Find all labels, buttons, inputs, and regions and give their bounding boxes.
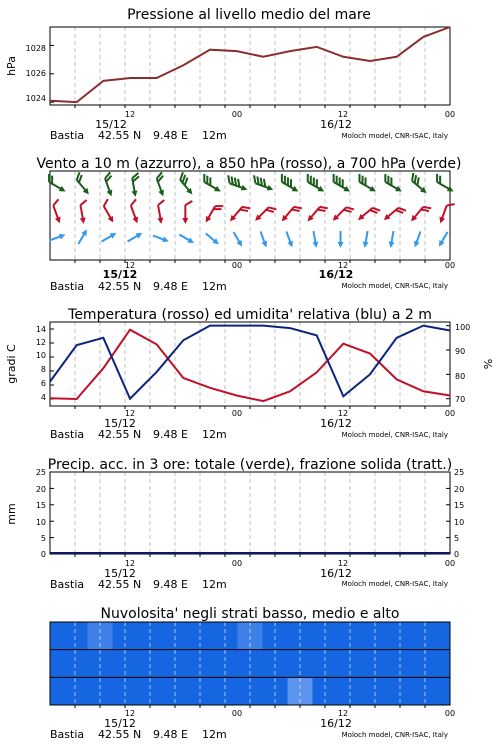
cloud-cell (338, 650, 351, 678)
precipitation-time-axis (104, 559, 455, 580)
cloud-cell (138, 650, 151, 678)
cloud-cell (150, 622, 163, 650)
barb-arrowhead (388, 241, 395, 248)
wind-series (44, 172, 457, 248)
cloud-cell (75, 622, 88, 650)
barb-arrowhead (369, 186, 377, 194)
station-lat: 42.55 N (98, 578, 142, 591)
humidity-ytick-label: 90 (455, 347, 466, 356)
barb-arrowhead (132, 217, 140, 225)
wind-barb-850-hpa (99, 199, 119, 224)
time-tick-label: 00 (231, 261, 243, 270)
pressure-ylabel: hPa (5, 56, 18, 76)
cloud-cell (438, 650, 451, 678)
wind-barb-10-m (284, 230, 295, 248)
pressure-title: Pressione al livello medio del mare (127, 7, 371, 23)
temperature-title: Temperatura (rosso) ed umidita' relativa (blu) a 2 m (68, 307, 432, 323)
cloud-cell (75, 650, 88, 678)
cloud-cell (150, 677, 163, 705)
precipitation-yticks-right (454, 468, 464, 559)
wind-barb-850-hpa (305, 202, 327, 226)
cloud-cell (63, 622, 76, 650)
barb-feather (129, 199, 137, 205)
wind-grid (75, 171, 425, 263)
cloud-cell (425, 677, 438, 705)
cloud-cell (250, 650, 263, 678)
model-credit: Moloch model, CNR-ISAC, Italy (341, 580, 448, 588)
cloud-cell (125, 650, 138, 678)
cloud-cell (288, 650, 301, 678)
temperature-ylabel: gradi C (5, 344, 18, 384)
wind-barb-700-hpa (101, 172, 118, 197)
wind-barb-850-hpa (437, 201, 454, 226)
precip-ytick-label: 5 (40, 534, 46, 543)
cloud-cell (388, 622, 401, 650)
temp-ytick-label: 4 (40, 393, 46, 402)
time-tick-label: 12 (124, 261, 136, 270)
station-info (50, 428, 448, 441)
wind-barb-850-hpa (409, 202, 431, 226)
time-tick-label: 00 (231, 559, 243, 568)
precipitation-series (50, 472, 450, 554)
precipitation-title: Precip. acc. in 3 ore: totale (verde), frazione solida (tratt.) (47, 457, 453, 473)
wind-barb-850-hpa (127, 199, 144, 224)
model-credit: Moloch model, CNR-ISAC, Italy (341, 282, 448, 290)
station-lat: 42.55 N (98, 728, 142, 741)
cloud-cell (425, 650, 438, 678)
precip-ytick-label: 10 (35, 518, 46, 527)
cloud-cell (438, 677, 451, 705)
cloud-cell (225, 677, 238, 705)
temp-ytick-label: 14 (35, 325, 46, 334)
wind-barb-10-m (412, 230, 423, 248)
date-label: 15/12 (104, 717, 136, 730)
station-elev: 12m (202, 428, 227, 441)
barb-arrowhead (187, 237, 195, 245)
cloud-cell (163, 650, 176, 678)
cloud-cell (300, 650, 313, 678)
barb-arrowhead (107, 190, 115, 198)
date-label: 15/12 (102, 268, 138, 281)
cloud-cell (163, 677, 176, 705)
time-tick-label: 00 (231, 110, 243, 119)
time-tick-label: 00 (231, 709, 243, 718)
humidity-yticks (455, 323, 470, 404)
wind-barb-10-m (436, 230, 450, 248)
temperature-panel (5, 307, 495, 441)
cloud-cell (188, 677, 201, 705)
cloud-cell (188, 650, 201, 678)
wind-barb-10-m (48, 232, 66, 243)
date-label: 16/12 (320, 118, 352, 131)
wind-barb-850-hpa (49, 199, 66, 224)
wind-barb-10-m (310, 231, 319, 249)
station-info (50, 280, 448, 293)
wind-barb-700-hpa (225, 175, 250, 192)
time-tick-label: 00 (444, 709, 456, 718)
wind-time-axis (103, 261, 455, 281)
barb-arrowhead (362, 241, 369, 248)
time-tick-label: 12 (124, 409, 136, 418)
barb-arrowhead (157, 217, 164, 224)
pressure-ytick-label: 1026 (25, 69, 46, 78)
precip-ytick-label: 5 (454, 534, 460, 543)
barb-feather (80, 200, 88, 205)
cloud-cell (413, 622, 426, 650)
wind-barb-10-m (362, 231, 371, 249)
wind-barb-700-hpa (175, 172, 197, 196)
cloud-cell (413, 650, 426, 678)
barb-arrowhead (203, 216, 211, 224)
cloud-cell (375, 622, 388, 650)
wind-barb-700-hpa (303, 174, 328, 194)
cloud-cell (275, 677, 288, 705)
barb-arrowhead (108, 216, 116, 224)
cloud-panel (50, 606, 455, 741)
cloud-cell (413, 677, 426, 705)
cloud-cell (188, 622, 201, 650)
station-name: Bastia (50, 129, 85, 142)
wind-barb-10-m (258, 230, 269, 248)
cloud-cell (363, 650, 376, 678)
cloud-cell (213, 650, 226, 678)
time-tick-label: 00 (444, 409, 456, 418)
temp-ytick-label: 10 (35, 351, 46, 360)
temp-ytick-label: 12 (35, 338, 46, 347)
date-label: 16/12 (320, 717, 352, 730)
precip-ytick-label: 0 (454, 550, 460, 559)
cloud-cell (400, 622, 413, 650)
barb-arrowhead (267, 185, 275, 193)
cloud-cell (438, 622, 451, 650)
wind-barb-10-m (178, 232, 196, 246)
time-tick-label: 12 (337, 559, 349, 568)
station-elev: 12m (202, 728, 227, 741)
station-lon: 9.48 E (153, 728, 188, 741)
station-name: Bastia (50, 428, 85, 441)
cloud-cell (263, 622, 276, 650)
cloud-cell (263, 650, 276, 678)
cloud-cell (400, 650, 413, 678)
barb-arrowhead (395, 186, 403, 194)
cloud-cell (325, 622, 338, 650)
cloud-cell (375, 677, 388, 705)
time-tick-label: 12 (337, 709, 349, 718)
precip-ytick-label: 0 (40, 550, 46, 559)
wind-barb-10-m (100, 230, 118, 244)
barb-feather (157, 200, 165, 205)
barb-arrowhead (182, 218, 188, 224)
precipitation-ylabel: mm (5, 503, 18, 525)
wind-barb-10-m (338, 231, 344, 248)
barb-arrowhead (338, 242, 344, 248)
wind-barb-10-m (388, 231, 397, 249)
station-lat: 42.55 N (98, 428, 142, 441)
cloud-cell (200, 650, 213, 678)
cloud-cell (75, 677, 88, 705)
cloud-cell (275, 650, 288, 678)
time-tick-label: 00 (444, 261, 456, 270)
cloud-cell (100, 677, 113, 705)
wind-barb-850-hpa (182, 201, 192, 224)
precip-ytick-label: 25 (454, 468, 465, 477)
temp-ytick-label: 6 (40, 379, 46, 388)
temp-ytick-label: 8 (40, 365, 46, 374)
precipitation-yticks-left (36, 468, 46, 559)
cloud-cell (313, 650, 326, 678)
pressure-grid (75, 27, 425, 108)
cloud-cell (50, 622, 63, 650)
cloud-cell (400, 677, 413, 705)
cloud-cell (125, 622, 138, 650)
wind-barb-700-hpa (199, 174, 224, 194)
barb-arrowhead (436, 240, 444, 248)
temperature-yticks (36, 325, 46, 402)
wind-barb-700-hpa (380, 174, 405, 194)
barb-arrowhead (55, 217, 63, 225)
cloud-cell (163, 622, 176, 650)
cloud-cell (300, 622, 313, 650)
wind-barb-700-hpa (44, 174, 69, 194)
cloud-cell (375, 650, 388, 678)
model-credit: Moloch model, CNR-ISAC, Italy (341, 431, 448, 439)
date-label: 16/12 (320, 567, 352, 580)
time-tick-label: 00 (444, 110, 456, 119)
precipitation-plot-frame (50, 472, 450, 554)
station-elev: 12m (202, 578, 227, 591)
time-tick-label: 12 (124, 559, 136, 568)
station-lat: 42.55 N (98, 129, 142, 142)
cloud-cell (175, 622, 188, 650)
time-tick-label: 12 (124, 110, 136, 119)
humidity-ytick-label: 70 (455, 395, 466, 404)
cloud-cell (63, 650, 76, 678)
station-elev: 12m (202, 280, 227, 293)
cloud-cell (88, 650, 101, 678)
precipitation-grid (75, 472, 425, 557)
time-tick-label: 12 (337, 110, 349, 119)
cloud-cell (350, 650, 363, 678)
barb-arrowhead (241, 185, 249, 193)
station-lon: 9.48 E (153, 129, 188, 142)
wind-barb-700-hpa (251, 175, 276, 192)
date-label: 16/12 (318, 268, 354, 281)
cloud-cell (350, 622, 363, 650)
wind-barb-700-hpa (329, 174, 354, 194)
wind-panel (36, 156, 461, 293)
cloud-cell (425, 622, 438, 650)
cloud-cell (50, 650, 63, 678)
barb-arrowhead (214, 186, 222, 194)
wind-barb-700-hpa (407, 173, 431, 195)
cloud-cell (138, 622, 151, 650)
date-label: 16/12 (320, 417, 352, 430)
wind-barb-850-hpa (382, 203, 406, 225)
cloud-cell (238, 677, 251, 705)
precip-ytick-label: 20 (35, 485, 46, 494)
humidity-ytick-label: 80 (455, 372, 466, 381)
cloud-cell (63, 677, 76, 705)
wind-barb-850-hpa (228, 202, 250, 226)
pressure-time-axis (95, 110, 455, 131)
barb-arrowhead (437, 217, 445, 225)
cloud-cell (113, 650, 126, 678)
station-info (50, 129, 448, 142)
wind-barb-700-hpa (277, 174, 302, 194)
barb-arrowhead (132, 190, 139, 197)
cloud-cell (175, 677, 188, 705)
cloud-cell (125, 677, 138, 705)
cloud-cell (325, 650, 338, 678)
cloud-cell (113, 622, 126, 650)
cloud-cell (275, 622, 288, 650)
barb-arrowhead (236, 240, 244, 248)
cloud-cell (388, 650, 401, 678)
cloud-cell (88, 677, 101, 705)
cloud-cell (238, 650, 251, 678)
precipitation-panel (5, 457, 464, 591)
humidity-ylabel: % (482, 358, 495, 370)
station-name: Bastia (50, 728, 85, 741)
wind-barb-850-hpa (77, 200, 91, 224)
time-tick-label: 12 (124, 709, 136, 718)
barb-arrowhead (162, 237, 170, 245)
wind-barb-10-m (231, 230, 245, 248)
barb-arrowhead (287, 241, 295, 249)
cloud-cell (113, 677, 126, 705)
cloud-cell (50, 677, 63, 705)
cloud-cell (313, 622, 326, 650)
wind-barb-700-hpa (153, 172, 170, 197)
barb-arrowhead (447, 186, 455, 194)
barb-arrowhead (158, 190, 166, 198)
cloud-cell (288, 622, 301, 650)
cloud-cell (325, 677, 338, 705)
wind-barb-10-m (126, 230, 144, 244)
cloud-cell (175, 650, 188, 678)
barb-feather (447, 202, 455, 208)
precip-ytick-label: 10 (454, 518, 465, 527)
wind-barb-700-hpa (432, 174, 457, 194)
wind-barb-10-m (152, 233, 170, 244)
wind-barb-10-m (204, 231, 221, 247)
cloud-cell (338, 677, 351, 705)
model-credit: Moloch model, CNR-ISAC, Italy (341, 132, 448, 140)
cloud-cell (225, 622, 238, 650)
time-tick-label: 00 (444, 559, 456, 568)
wind-barb-850-hpa (154, 200, 168, 224)
cloud-cell (388, 677, 401, 705)
cloud-cell (225, 650, 238, 678)
cloud-cell (363, 677, 376, 705)
cloud-cell (100, 650, 113, 678)
barb-arrowhead (136, 230, 144, 238)
barb-arrowhead (59, 232, 67, 240)
cloud-cell (338, 622, 351, 650)
station-name: Bastia (50, 280, 85, 293)
wind-barb-850-hpa (279, 202, 301, 226)
station-name: Bastia (50, 578, 85, 591)
precip-ytick-label: 20 (454, 485, 465, 494)
barb-arrowhead (81, 228, 89, 236)
barb-arrowhead (110, 230, 118, 238)
station-info (50, 578, 448, 591)
wind-barb-850-hpa (203, 201, 223, 226)
wind-barb-700-hpa (355, 174, 380, 194)
model-credit: Moloch model, CNR-ISAC, Italy (341, 731, 448, 739)
barb-arrowhead (412, 241, 420, 249)
cloud-cell (200, 622, 213, 650)
date-label: 15/12 (95, 118, 127, 131)
station-info (50, 728, 448, 741)
barb-arrowhead (317, 186, 325, 194)
time-tick-label: 12 (337, 261, 349, 270)
time-tick-label: 12 (337, 409, 349, 418)
wind-barb-850-hpa (356, 203, 380, 225)
time-tick-label: 00 (231, 409, 243, 418)
barb-arrowhead (80, 217, 87, 224)
barb-arrowhead (261, 241, 269, 249)
wind-barb-10-m (76, 228, 90, 246)
wind-barb-850-hpa (253, 202, 276, 225)
barb-arrowhead (312, 241, 319, 248)
pressure-ytick-label: 1024 (25, 94, 46, 103)
cloud-cell (350, 677, 363, 705)
wind-title: Vento a 10 m (azzurro), a 850 hPa (rosso), a 700 hPa (verde) (36, 156, 462, 172)
station-lon: 9.48 E (153, 578, 188, 591)
pressure-panel (5, 7, 455, 142)
cloud-title: Nuvolosita' negli strati basso, medio e alto (100, 606, 400, 622)
cloud-cell (313, 677, 326, 705)
cloud-cell (250, 677, 263, 705)
barb-arrowhead (59, 186, 67, 194)
barb-arrowhead (292, 186, 300, 194)
station-elev: 12m (202, 129, 227, 142)
barb-feather (102, 199, 110, 206)
precip-ytick-label: 25 (35, 468, 46, 477)
barb-feather (52, 199, 60, 205)
cloud-cell (363, 622, 376, 650)
temperature-time-axis (104, 409, 455, 430)
station-lon: 9.48 E (153, 428, 188, 441)
cloud-cell (138, 677, 151, 705)
cloud-cell (213, 622, 226, 650)
date-label: 15/12 (104, 567, 136, 580)
cloud-cell (150, 650, 163, 678)
pressure-ytick-label: 1028 (25, 44, 46, 53)
cloud-cell (200, 677, 213, 705)
cloud-cell (213, 677, 226, 705)
date-label: 15/12 (104, 417, 136, 430)
wind-barb-700-hpa (129, 173, 143, 197)
precip-ytick-label: 15 (35, 501, 46, 510)
station-lon: 9.48 E (153, 280, 188, 293)
station-lat: 42.55 N (98, 280, 142, 293)
cloud-time-axis (104, 709, 455, 730)
barb-feather (185, 201, 192, 205)
cloud-cell (263, 677, 276, 705)
pressure-yticks (26, 44, 46, 103)
humidity-ytick-label: 100 (455, 323, 471, 332)
precip-ytick-label: 15 (454, 501, 465, 510)
